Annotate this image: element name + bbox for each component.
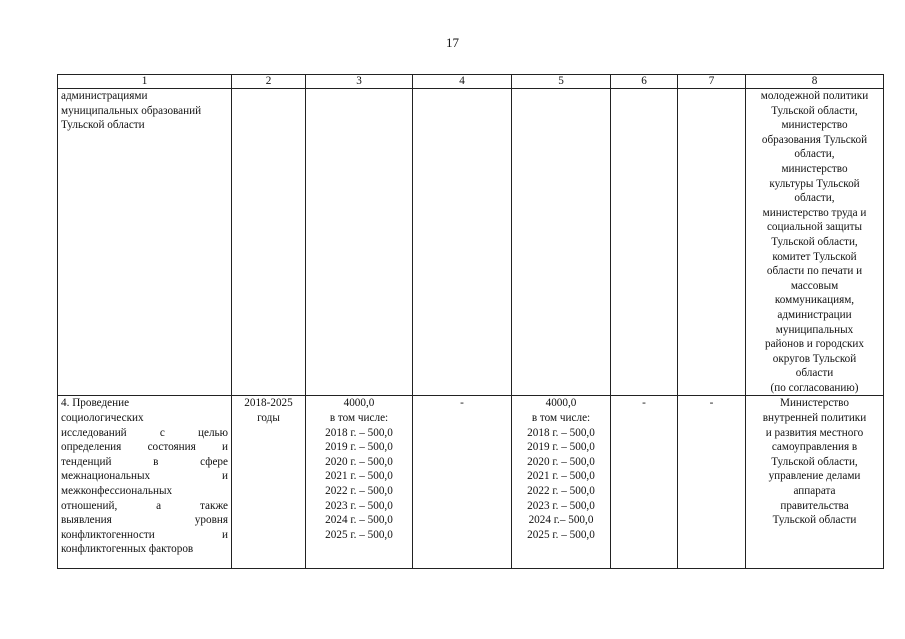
cell-text-line: Тульской области, bbox=[771, 455, 858, 468]
cell-text-line: культуры Тульской bbox=[769, 177, 860, 190]
cell-text-line: области, bbox=[794, 148, 835, 161]
cont-col6-cell bbox=[611, 89, 678, 396]
cell-text-line: Тульской области, bbox=[771, 104, 858, 117]
cell-text-line: комитет Тульской bbox=[772, 250, 857, 263]
cell-text-line: области bbox=[795, 367, 834, 380]
cell-text-line: образования Тульской bbox=[761, 133, 868, 146]
cell-text-line: Тульской области bbox=[772, 514, 857, 527]
cell-text-line: администрациями bbox=[61, 90, 148, 102]
cell-text-line: 2022 г. – 500,0 bbox=[527, 485, 595, 498]
cell-text-line: области по печати и bbox=[766, 265, 863, 278]
header-row bbox=[58, 75, 884, 89]
item-col1-cell bbox=[58, 396, 232, 569]
cell-text-line: муниципальных образований bbox=[61, 104, 202, 117]
item-col6-cell: - bbox=[611, 396, 678, 569]
cell-text-line: 2018 г. – 500,0 bbox=[325, 426, 393, 439]
cont-col1-cell bbox=[58, 89, 232, 396]
header-cell-3: 3 bbox=[306, 75, 413, 89]
cell-text-line: внутренней политики bbox=[762, 412, 867, 425]
cell-text-line: Тульской области bbox=[61, 119, 145, 132]
cont-col3-cell bbox=[306, 89, 413, 396]
item-col5-cell bbox=[512, 396, 611, 569]
cell-text-line: отношений, а также bbox=[61, 499, 228, 512]
cell-text-line: и развития местного bbox=[765, 426, 864, 439]
cell-text-line: 4. Проведение bbox=[61, 397, 130, 410]
item-col4-cell: - bbox=[413, 396, 512, 569]
item-col8-cell bbox=[746, 396, 884, 569]
item-col3-cell bbox=[306, 396, 413, 569]
cell-text-line: округов Тульской bbox=[772, 352, 857, 365]
cell-text-line: межнациональных и bbox=[61, 470, 228, 483]
cell-text-line: 2023 г. – 500,0 bbox=[325, 499, 393, 512]
cell-text-line: тенденций в сфере bbox=[61, 455, 228, 468]
cell-text-line: министерство труда и bbox=[762, 206, 867, 219]
page-number: 17 bbox=[446, 35, 459, 50]
cell-text-line: в том числе: bbox=[329, 412, 389, 425]
cell-text-line: конфликтогенности и bbox=[61, 528, 228, 541]
header-cell-2: 2 bbox=[232, 75, 306, 89]
cell-text-line: Министерство bbox=[780, 397, 849, 410]
table-row-item-4 bbox=[58, 396, 884, 569]
cell-text-line: администрации bbox=[777, 308, 852, 321]
cell-text-line: правительства bbox=[780, 499, 849, 512]
table-row-continued bbox=[58, 89, 884, 396]
cell-text-line: министерство bbox=[781, 119, 848, 132]
cell-text-line: муниципальных bbox=[775, 323, 854, 336]
cell-text-line: 2024 г.– 500,0 bbox=[528, 514, 594, 527]
cell-text-line: выявления уровня bbox=[61, 514, 228, 527]
cell-text-line: социальной защиты bbox=[766, 221, 863, 234]
cell-text-line: 2021 г. – 500,0 bbox=[527, 470, 595, 483]
cell-text-line: 2024 г. – 500,0 bbox=[325, 514, 393, 527]
cell-text-line: аппарата bbox=[793, 485, 836, 498]
cell-text-line: определения состояния и bbox=[61, 441, 228, 454]
cell-text-line: конфликтогенных факторов bbox=[61, 543, 194, 556]
cell-text-line: межконфессиональных bbox=[61, 485, 173, 498]
cell-text-line: 2020 г. – 500,0 bbox=[527, 455, 595, 468]
cell-text-line: 2019 г. – 500,0 bbox=[527, 441, 595, 454]
cell-text-line: 2020 г. – 500,0 bbox=[325, 455, 393, 468]
item-col2-cell bbox=[232, 396, 306, 569]
cell-text-line: области, bbox=[794, 192, 835, 205]
cell-text-line: коммуникациям, bbox=[774, 294, 855, 307]
cell-text-line: 4000,0 bbox=[545, 397, 577, 410]
cell-text-line: в том числе: bbox=[531, 412, 591, 425]
cont-col8-cell bbox=[746, 89, 884, 396]
cell-text-line: 2025 г. – 500,0 bbox=[527, 528, 595, 541]
cont-col2-cell bbox=[232, 89, 306, 396]
cell-text-line: 2021 г. – 500,0 bbox=[325, 470, 393, 483]
cell-text-line: массовым bbox=[790, 279, 839, 292]
cell-text-line: 4000,0 bbox=[343, 397, 375, 410]
header-cell-8: 8 bbox=[746, 75, 884, 89]
cell-text-line: министерство bbox=[781, 162, 848, 175]
cell-text-line: 2018-2025 bbox=[244, 397, 293, 410]
header-cell-6: 6 bbox=[611, 75, 678, 89]
header-cell-5: 5 bbox=[512, 75, 611, 89]
header-cell-4: 4 bbox=[413, 75, 512, 89]
program-table bbox=[57, 74, 884, 569]
cell-text-line: 2023 г. – 500,0 bbox=[527, 499, 595, 512]
header-cell-7: 7 bbox=[678, 75, 746, 89]
cell-text-line: 2019 г. – 500,0 bbox=[325, 441, 393, 454]
cell-text-line: Тульской области, bbox=[771, 235, 858, 248]
cell-text-line: исследований с целью bbox=[61, 426, 228, 439]
header-cell-1: 1 bbox=[58, 75, 232, 89]
cont-col7-cell bbox=[678, 89, 746, 396]
cell-text-line: социологических bbox=[61, 412, 144, 425]
cell-text-line: молодежной политики bbox=[760, 90, 869, 102]
cell-text-line: 2022 г. – 500,0 bbox=[325, 485, 393, 498]
cell-text-line: годы bbox=[257, 412, 280, 425]
cell-text-line: районов и городских bbox=[764, 338, 865, 351]
cont-col5-cell bbox=[512, 89, 611, 396]
cont-col4-cell bbox=[413, 89, 512, 396]
cell-text-line: управление делами bbox=[768, 470, 861, 483]
item-col7-cell: - bbox=[678, 396, 746, 569]
cell-text-line: самоуправления в bbox=[771, 441, 858, 454]
cell-text-line: 2025 г. – 500,0 bbox=[325, 528, 393, 541]
cell-text-line: (по согласованию) bbox=[770, 381, 859, 394]
cell-text-line: 2018 г. – 500,0 bbox=[527, 426, 595, 439]
